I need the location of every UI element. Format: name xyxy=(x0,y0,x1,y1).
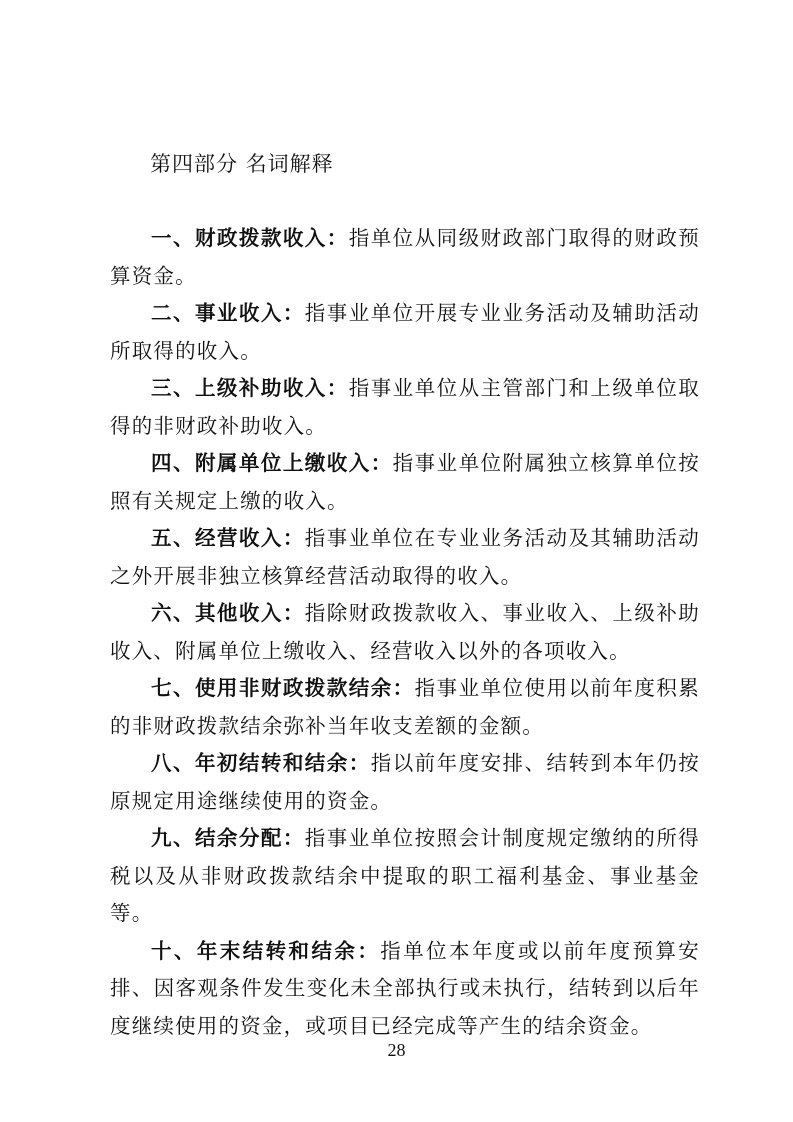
glossary-entry xyxy=(110,295,700,370)
glossary-definition: 指事业单位从主管部门和上级单位取得的非财政补助收入。 xyxy=(110,376,700,438)
glossary-entry xyxy=(110,933,700,1046)
glossary-definition: 指事业单位使用以前年度积累的非财政拨款结余弥补当年收支差额的金额。 xyxy=(110,676,700,738)
glossary-definition: 指事业单位按照会计制度规定缴纳的所得税以及从非财政拨款结余中提取的职工福利基金、事业基金等。 xyxy=(110,826,700,925)
glossary-term: 六、其他收入： xyxy=(151,601,305,625)
glossary-term: 四、附属单位上缴收入： xyxy=(151,451,393,475)
glossary-entry xyxy=(110,445,700,520)
glossary-definition: 指以前年度安排、结转到本年仍按原规定用途继续使用的资金。 xyxy=(110,751,701,813)
glossary-term: 一、财政拨款收入： xyxy=(151,226,349,250)
glossary-definition: 指除财政拨款收入、事业收入、上级补助收入、附属单位上缴收入、经营收入以外的各项收入。 xyxy=(110,601,700,663)
section-title: 第四部分 名词解释 xyxy=(150,152,334,176)
glossary-entry xyxy=(110,220,700,295)
glossary-term: 九、结余分配： xyxy=(151,826,305,850)
glossary-definition: 指事业单位开展专业业务活动及辅助活动所取得的收入。 xyxy=(110,301,700,363)
glossary-definition: 指事业单位附属独立核算单位按照有关规定上缴的收入。 xyxy=(110,451,700,513)
glossary-definition: 指事业单位在专业业务活动及其辅助活动之外开展非独立核算经营活动取得的收入。 xyxy=(110,526,700,588)
glossary-entry xyxy=(110,820,700,933)
glossary-term: 二、事业收入： xyxy=(151,301,305,325)
glossary-term: 三、上级补助收入： xyxy=(151,376,349,400)
glossary-entry xyxy=(110,670,700,745)
glossary-list xyxy=(110,220,700,1045)
glossary-term: 八、年初结转和结余： xyxy=(151,751,371,775)
glossary-definition: 指单位本年度或以前年度预算安排、因客观条件发生变化未全部执行或未执行，结转到以后年度继续使用的资金，或项目已经完成等产生的结余资金。 xyxy=(110,938,700,1038)
glossary-term: 五、经营收入： xyxy=(151,526,305,550)
glossary-entry xyxy=(110,520,700,595)
glossary-entry xyxy=(110,370,700,445)
glossary-entry xyxy=(110,595,700,670)
glossary-entry xyxy=(110,745,700,820)
page-number: 28 xyxy=(387,1040,406,1060)
glossary-definition: 指单位从同级财政部门取得的财政预算资金。 xyxy=(110,226,700,288)
glossary-term: 七、使用非财政拨款结余： xyxy=(151,676,415,700)
glossary-term: 十、年末结转和结余： xyxy=(151,938,381,963)
